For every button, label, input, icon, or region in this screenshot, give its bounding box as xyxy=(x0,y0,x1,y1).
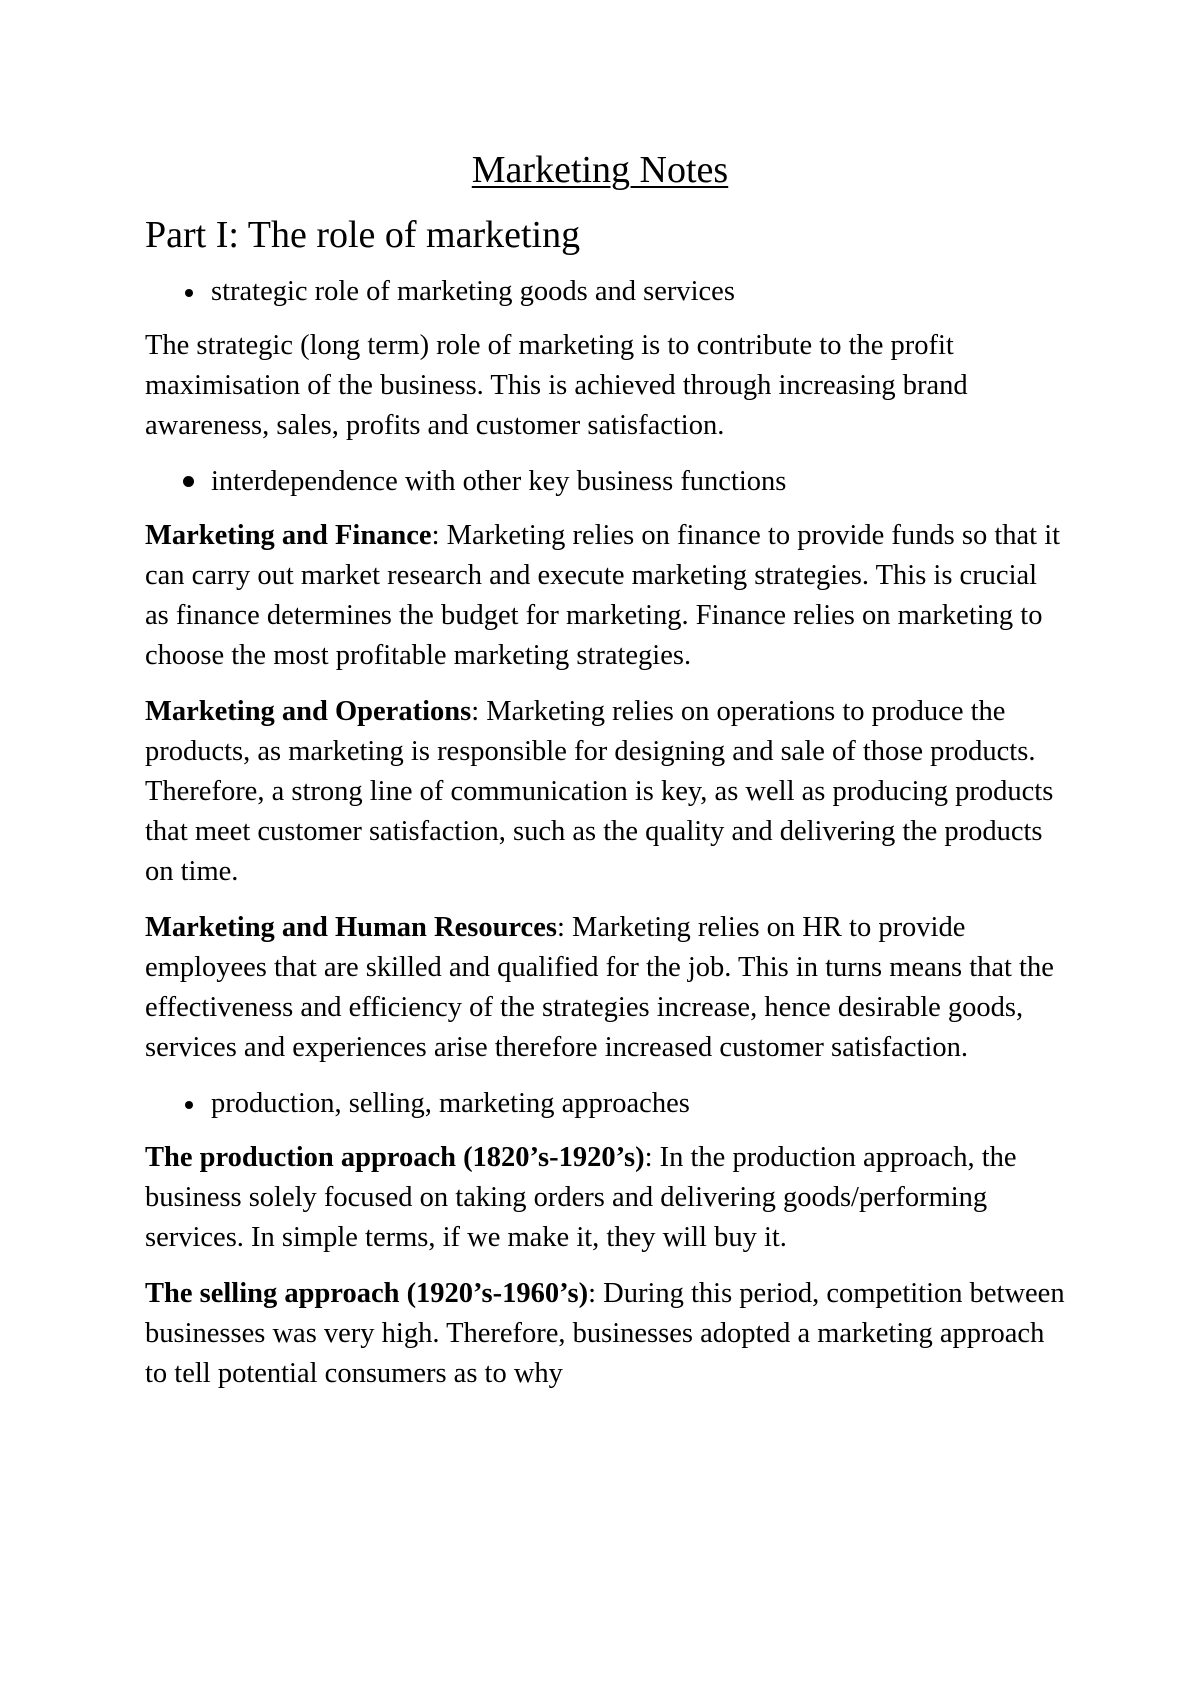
paragraph-selling-approach xyxy=(145,1274,1065,1394)
paragraph-term: Marketing and Human Resources xyxy=(145,912,557,943)
paragraph-term: The production approach (1820’s-1920’s) xyxy=(145,1142,645,1173)
document-title-text: Marketing Notes xyxy=(471,149,729,191)
paragraph-text: : In the production approach, the business solely focused on taking orders and delivering goods/performing services. In simple terms, if we make it, they will buy it. xyxy=(145,1142,1017,1253)
paragraph-term: The selling approach (1920’s-1960’s) xyxy=(145,1278,589,1309)
paragraph-marketing-hr xyxy=(145,908,1065,1068)
paragraph-term: Marketing and Finance xyxy=(145,520,432,551)
bullet-dot-icon xyxy=(185,1101,193,1109)
paragraph-term: Marketing and Operations xyxy=(145,696,472,727)
document-title xyxy=(0,148,1200,192)
paragraph-marketing-operations xyxy=(145,692,1065,892)
paragraph-strategic-role: The strategic (long term) role of marketing is to contribute to the profit maximisation of the business. This is achieved through increasing brand awareness, sales, profits and customer satisfaction. xyxy=(145,330,968,441)
paragraph-text: : During this period, competition between businesses was very high. Therefore, businesses adopted a marketing approach to tell potential consumers as to why xyxy=(145,1278,1065,1389)
paragraph-production-approach xyxy=(145,1138,1065,1258)
paragraph-text: : Marketing relies on HR to provide employees that are skilled and qualified for the job. This in turns means that the effectiveness and efficiency of the strategies increase, hence desirable goods, services and experiences arise therefore increased customer satisfaction. xyxy=(145,912,1054,1063)
bullet-interdependence xyxy=(145,462,1065,502)
bullet-dot-icon xyxy=(183,476,194,487)
part-heading: Part I: The role of marketing xyxy=(145,214,581,256)
bullet-strategic-role xyxy=(145,272,1065,312)
bullet-text: production, selling, marketing approaches xyxy=(211,1088,690,1119)
bullet-dot-icon xyxy=(185,289,193,297)
document-body xyxy=(145,212,1065,1410)
paragraph-text: : Marketing relies on operations to produce the products, as marketing is responsible for designing and sale of those products. Therefore, a strong line of communication is key, as well as producing products that meet customer satisfaction, such as the quality and delivering the products on time. xyxy=(145,696,1054,887)
bullet-approaches xyxy=(145,1084,1065,1124)
bullet-text: strategic role of marketing goods and services xyxy=(211,276,735,307)
bullet-text: interdependence with other key business functions xyxy=(211,466,787,497)
paragraph-marketing-finance xyxy=(145,516,1065,676)
paragraph-text: : Marketing relies on finance to provide funds so that it can carry out market research and execute marketing strategies. This is crucial as finance determines the budget for marketing. Finance relies on marketing to choose the most profitable marketing strategies. xyxy=(145,520,1061,671)
